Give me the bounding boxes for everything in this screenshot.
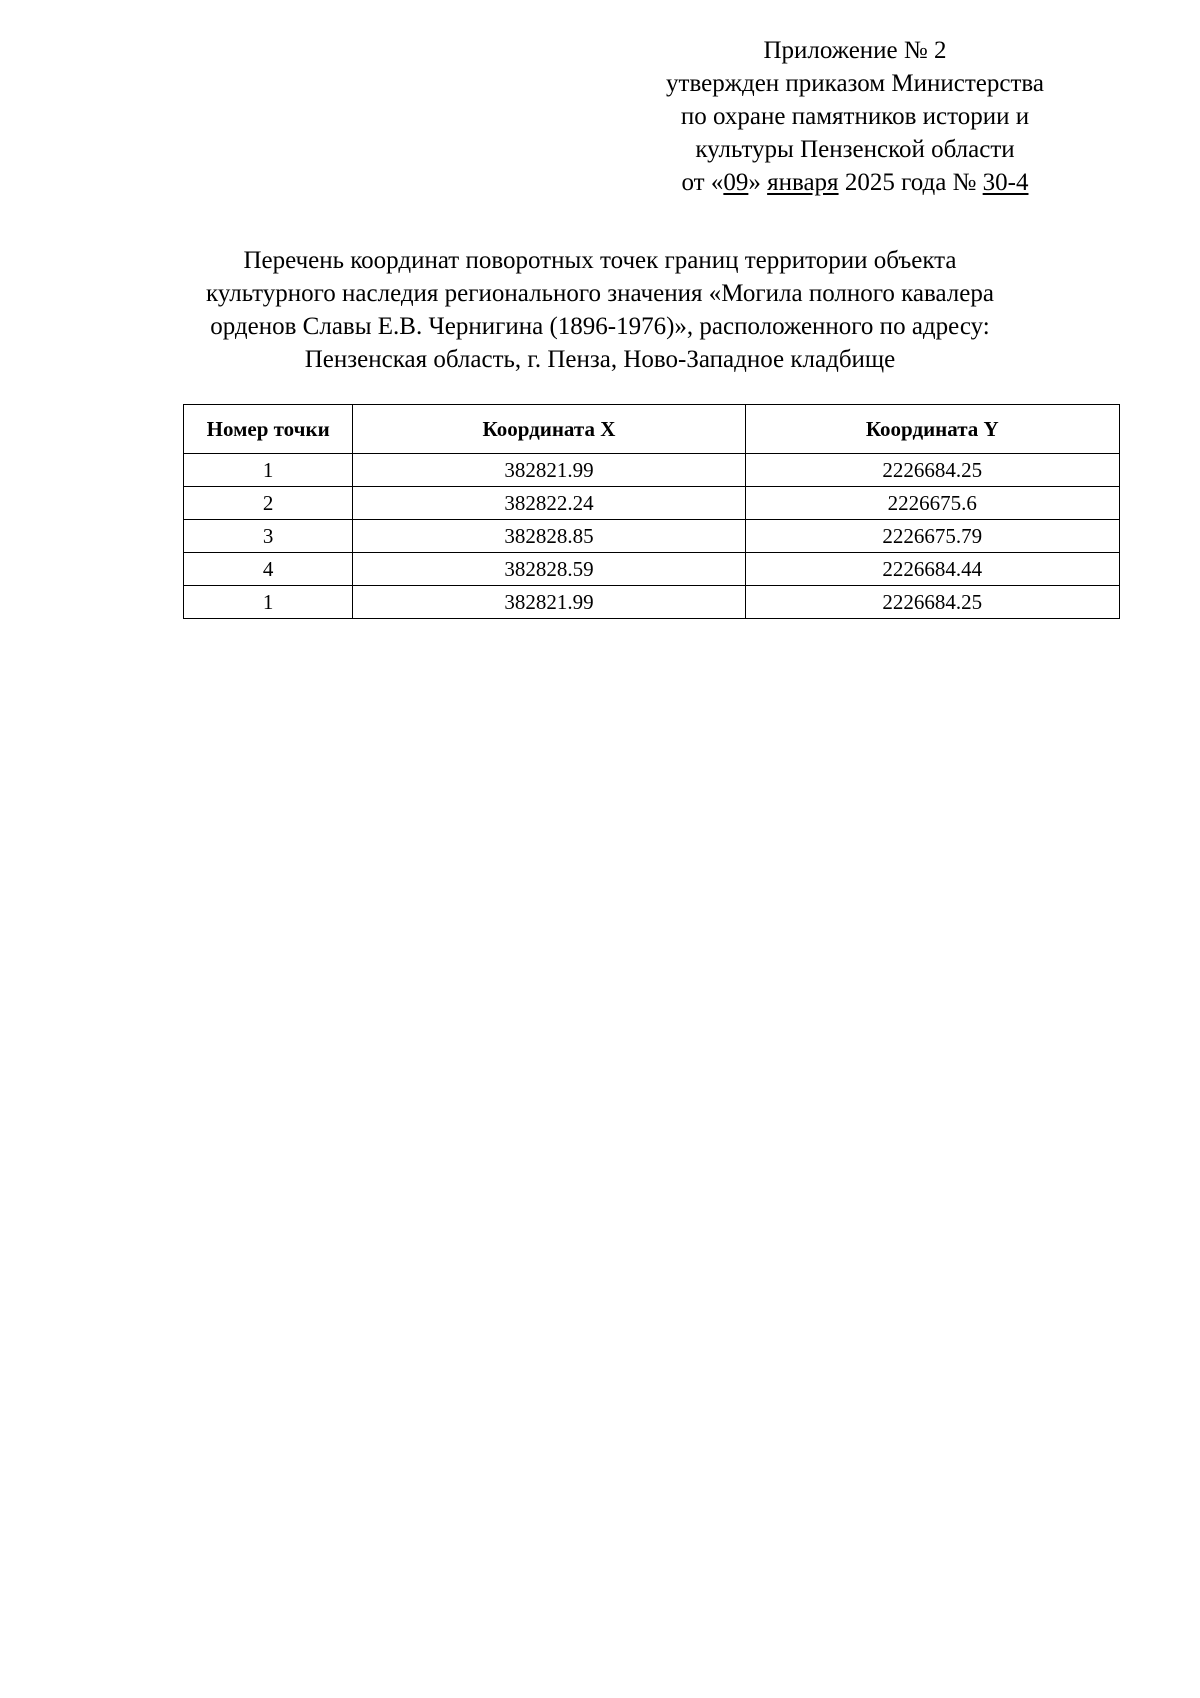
point-number-cell: 3 xyxy=(184,520,353,553)
coordinate-y-cell: 2226684.25 xyxy=(745,454,1119,487)
order-day: 09 xyxy=(723,169,749,196)
appendix-number: Приложение № 2 xyxy=(763,37,947,64)
approval-line: культуры Пензенской области xyxy=(695,136,1015,163)
order-year: 2025 года № xyxy=(838,169,983,196)
header-point-number: Номер точки xyxy=(184,405,353,454)
approval-block xyxy=(620,34,1090,199)
approval-line: по охране памятников истории и xyxy=(680,103,1030,130)
point-number-cell: 1 xyxy=(184,454,353,487)
title-line: Пензенская область, г. Пенза, Ново-Западное кладбище xyxy=(304,346,896,373)
approval-line: утвержден приказом Министерства xyxy=(666,70,1044,97)
coordinate-x-cell: 382828.59 xyxy=(353,553,745,586)
order-number: 30-4 xyxy=(982,169,1029,196)
coordinates-table xyxy=(183,404,1120,619)
coordinate-x-cell: 382822.24 xyxy=(353,487,745,520)
coordinate-y-cell: 2226684.25 xyxy=(745,586,1119,619)
order-date-line xyxy=(620,166,1090,199)
table-row xyxy=(184,454,1120,487)
document-title xyxy=(120,244,1080,376)
point-number-cell: 2 xyxy=(184,487,353,520)
point-number-cell: 4 xyxy=(184,553,353,586)
table-header xyxy=(184,405,1120,454)
coordinate-x-cell: 382821.99 xyxy=(353,454,745,487)
point-number-cell: 1 xyxy=(184,586,353,619)
coordinate-y-cell: 2226675.79 xyxy=(745,520,1119,553)
table-body xyxy=(184,454,1120,619)
coordinate-y-cell: 2226675.6 xyxy=(745,487,1119,520)
table-row xyxy=(184,520,1120,553)
title-line: культурного наследия регионального значения «Могила полного кавалера xyxy=(206,280,994,307)
table-row xyxy=(184,586,1120,619)
header-coordinate-y: Координата Y xyxy=(745,405,1119,454)
table-row xyxy=(184,553,1120,586)
table-row xyxy=(184,487,1120,520)
date-prefix: от « xyxy=(681,169,724,196)
title-line: орденов Славы Е.В. Чернигина (1896-1976)», расположенного по адресу: xyxy=(210,313,990,340)
order-month: января xyxy=(767,169,839,196)
header-coordinate-x: Координата X xyxy=(353,405,745,454)
header-row xyxy=(184,405,1120,454)
coordinate-x-cell: 382828.85 xyxy=(353,520,745,553)
coordinate-y-cell: 2226684.44 xyxy=(745,553,1119,586)
coordinate-x-cell: 382821.99 xyxy=(353,586,745,619)
date-close: » xyxy=(748,169,768,196)
title-line: Перечень координат поворотных точек границ территории объекта xyxy=(243,247,957,274)
